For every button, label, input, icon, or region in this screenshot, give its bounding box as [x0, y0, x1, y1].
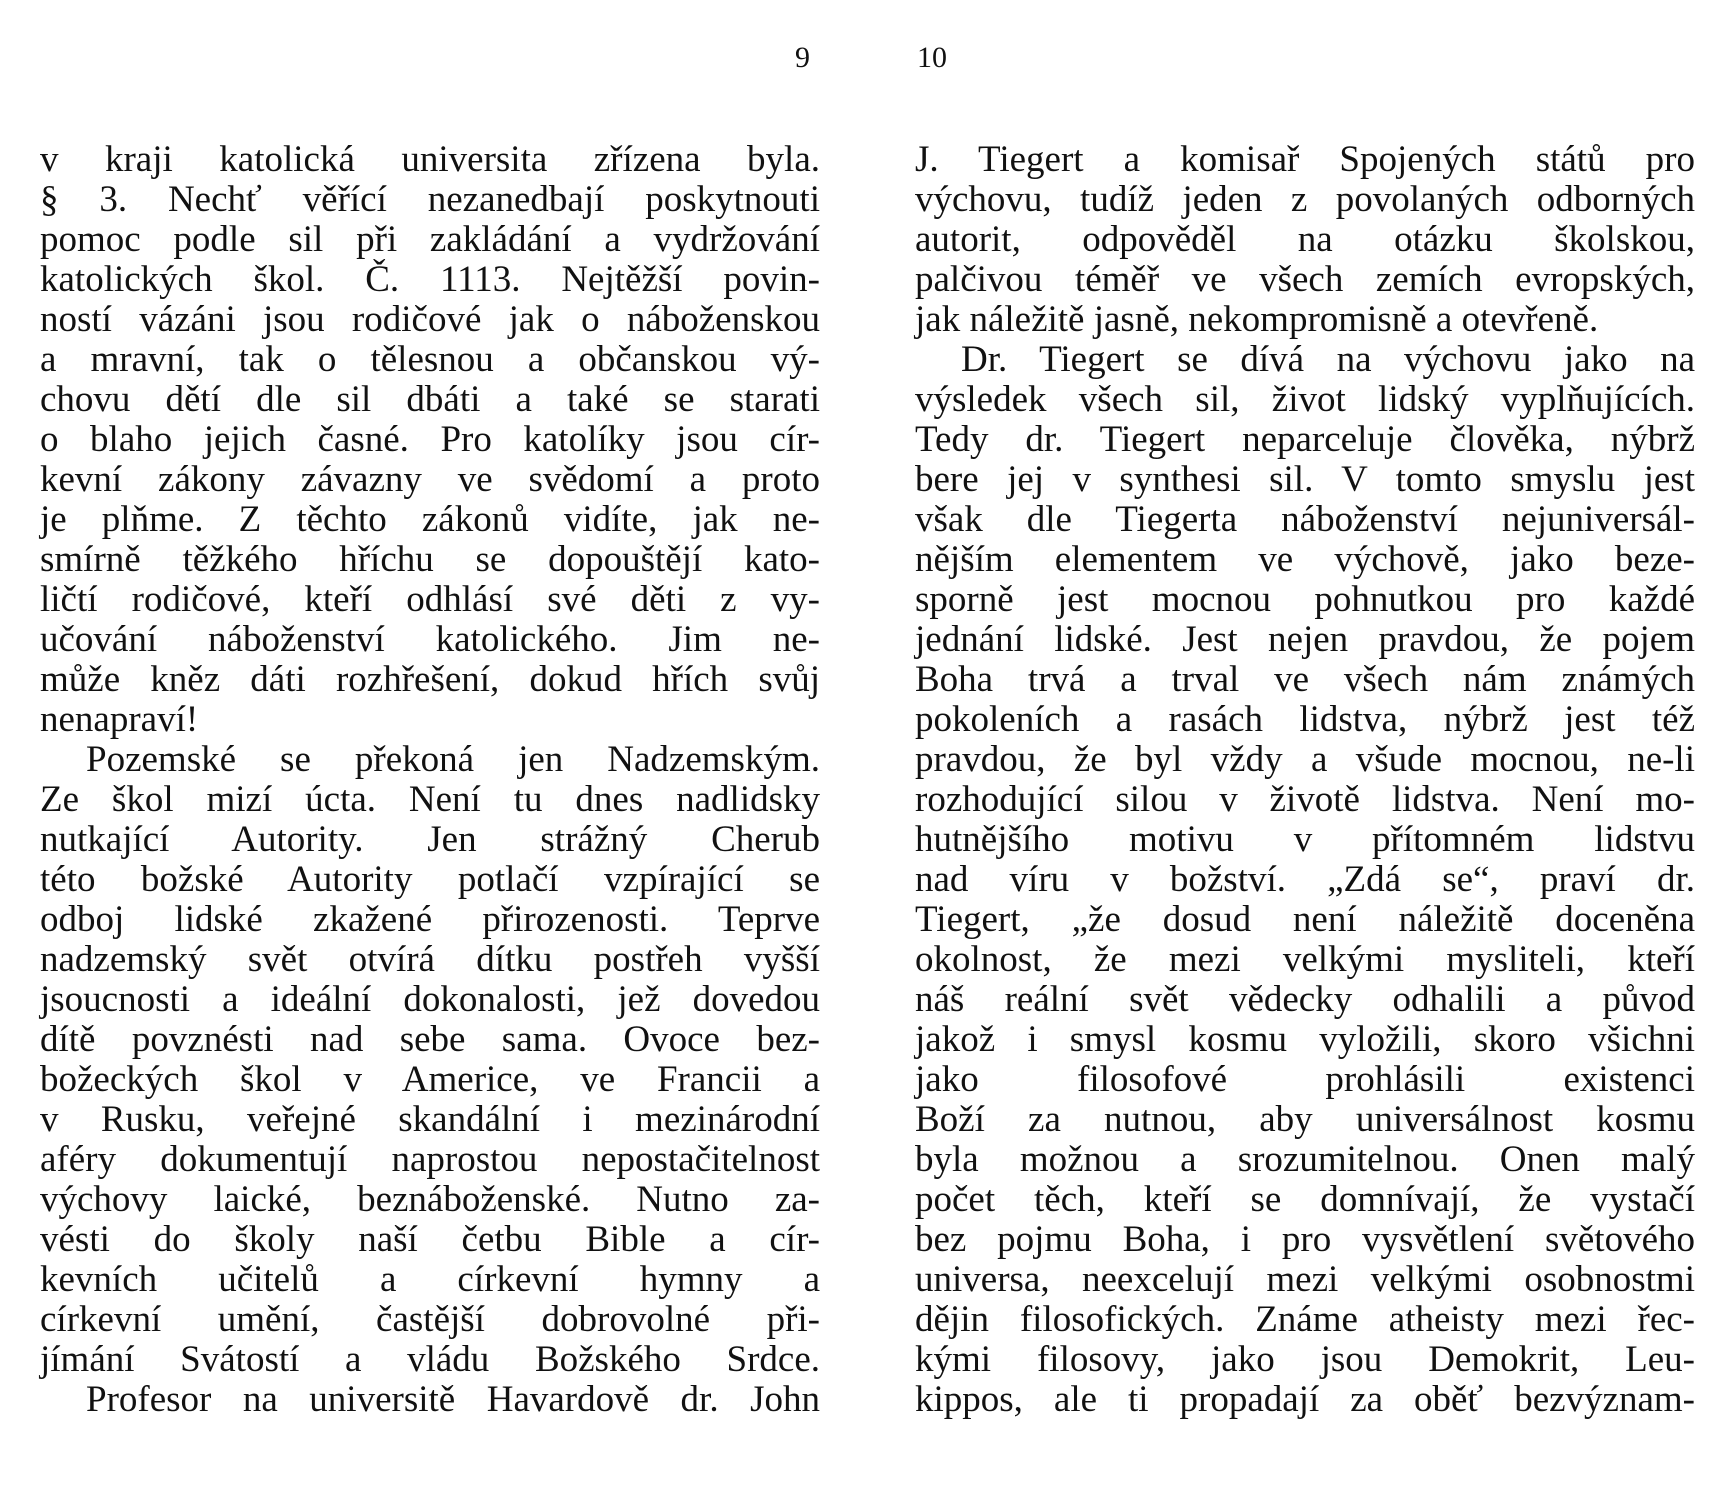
text-line: výchovu, tudíž jeden z povolaných odborných	[915, 179, 1695, 220]
text-line: chovu dětí dle sil dbáti a také se starati	[40, 379, 820, 420]
text-line: jímání Svátostí a vládu Božského Srdce.	[40, 1339, 820, 1380]
text-line: a mravní, tak o tělesnou a občanskou vý-	[40, 339, 820, 380]
text-line: okolnost, že mezi velkými mysliteli, kteří	[915, 939, 1695, 980]
text-line: v kraji katolická universita zřízena byla.	[40, 139, 820, 180]
text-line: náš reální svět vědecky odhalili a původ	[915, 979, 1695, 1020]
text-line: smírně těžkého hříchu se dopouštějí kato-	[40, 539, 820, 580]
text-line: může kněz dáti rozhřešení, dokud hřích svůj	[40, 659, 820, 700]
text-line: Dr. Tiegert se dívá na výchovu jako na	[961, 339, 1695, 380]
text-line: byla možnou a srozumitelnou. Onen malý	[915, 1139, 1695, 1180]
text-line: nutkající Autority. Jen strážný Cherub	[40, 819, 820, 860]
text-line: Boží za nutnou, aby universálnost kosmu	[915, 1099, 1695, 1140]
text-line: sporně jest mocnou pohnutkou pro každé	[915, 579, 1695, 620]
text-line: kippos, ale ti propadají za oběť bezvýznam-	[915, 1379, 1695, 1420]
text-line: dějin filosofických. Známe atheisty mezi řec-	[915, 1299, 1695, 1340]
text-line: o blaho jejich časné. Pro katolíky jsou cír-	[40, 419, 820, 460]
text-line: jakož i smysl kosmu vyložili, skoro všichni	[915, 1019, 1695, 1060]
text-line: hutnějšího motivu v přítomném lidstvu	[915, 819, 1695, 860]
text-line: výchovy laické, beznáboženské. Nutno za-	[40, 1179, 820, 1220]
text-line: jako filosofové prohlásili existenci	[915, 1059, 1695, 1100]
text-line: počet těch, kteří se domnívají, že vystačí	[915, 1179, 1695, 1220]
right-column	[915, 140, 1695, 1420]
text-line: ností vázáni jsou rodičové jak o náboženskou	[40, 299, 820, 340]
text-line: v Rusku, veřejné skandální i mezinárodní	[40, 1099, 820, 1140]
text-line: dítě povznésti nad sebe sama. Ovoce bez-	[40, 1019, 820, 1060]
text-line: odboj lidské zkažené přirozenosti. Teprve	[40, 899, 820, 940]
text-line: Boha trvá a trval ve všech nám známých	[915, 659, 1695, 700]
text-line: J. Tiegert a komisař Spojených států pro	[915, 139, 1695, 180]
text-line: jednání lidské. Jest nejen pravdou, že pojem	[915, 619, 1695, 660]
text-line: nad víru v božství. „Zdá se“, praví dr.	[915, 859, 1695, 900]
text-line: božeckých škol v Americe, ve Francii a	[40, 1059, 820, 1100]
text-line: universa, neexcelují mezi velkými osobnostmi	[915, 1259, 1695, 1300]
text-line: pokoleních a rasách lidstva, nýbrž jest též	[915, 699, 1695, 740]
text-line: jak náležitě jasně, nekompromisně a otevřeně.	[915, 299, 1599, 340]
text-line: palčivou téměř ve všech zemích evropských,	[915, 259, 1695, 300]
text-line: autorit, odpověděl na otázku školskou,	[915, 219, 1695, 260]
text-line: Tedy dr. Tiegert neparceluje člověka, nýbrž	[915, 419, 1695, 460]
page-number-left: 9	[795, 41, 810, 74]
text-line: církevní umění, častější dobrovolné při-	[40, 1299, 820, 1340]
left-column	[40, 140, 820, 1420]
text-line: kými filosovy, jako jsou Demokrit, Leu-	[915, 1339, 1695, 1380]
text-line: Ze škol mizí úcta. Není tu dnes nadlidsky	[40, 779, 820, 820]
text-line: bere jej v synthesi sil. V tomto smyslu jest	[915, 459, 1695, 500]
text-line: je plňme. Z těchto zákonů vidíte, jak ne-	[40, 499, 820, 540]
text-line: Pozemské se překoná jen Nadzemským.	[86, 739, 820, 780]
text-line: aféry dokumentují naprostou nepostačitelnost	[40, 1139, 820, 1180]
text-line: kevní zákony závazny ve svědomí a proto	[40, 459, 820, 500]
text-line: pravdou, že byl vždy a všude mocnou, ne-li	[915, 739, 1695, 780]
text-line: Profesor na universitě Havardově dr. John	[86, 1379, 820, 1420]
text-line: nadzemský svět otvírá dítku postřeh vyšší	[40, 939, 820, 980]
text-line: kevních učitelů a církevní hymny a	[40, 1259, 820, 1300]
text-line: vésti do školy naší četbu Bible a cír-	[40, 1219, 820, 1260]
text-line: výsledek všech sil, život lidský vyplňujících.	[915, 379, 1695, 420]
text-line: rozhodující silou v životě lidstva. Není mo-	[915, 779, 1695, 820]
page-number-right: 10	[917, 41, 947, 74]
text-line: učování náboženství katolického. Jim ne-	[40, 619, 820, 660]
text-line: jsoucnosti a ideální dokonalosti, jež dovedou	[40, 979, 820, 1020]
text-line: nenapraví!	[40, 699, 199, 740]
text-line: ličtí rodičové, kteří odhlásí své děti z vy-	[40, 579, 820, 620]
text-line: však dle Tiegerta náboženství nejuniversál-	[915, 499, 1695, 540]
text-line: pomoc podle sil při zakládání a vydržování	[40, 219, 820, 260]
text-line: bez pojmu Boha, i pro vysvětlení světového	[915, 1219, 1695, 1260]
text-line: této božské Autority potlačí vzpírající se	[40, 859, 820, 900]
text-line: nějším elementem ve výchově, jako beze-	[915, 539, 1695, 580]
text-line: § 3. Nechť věřící nezanedbají poskytnouti	[40, 179, 820, 220]
text-line: katolických škol. Č. 1113. Nejtěžší povin-	[40, 259, 820, 300]
text-line: Tiegert, „že dosud není náležitě doceněna	[915, 899, 1695, 940]
